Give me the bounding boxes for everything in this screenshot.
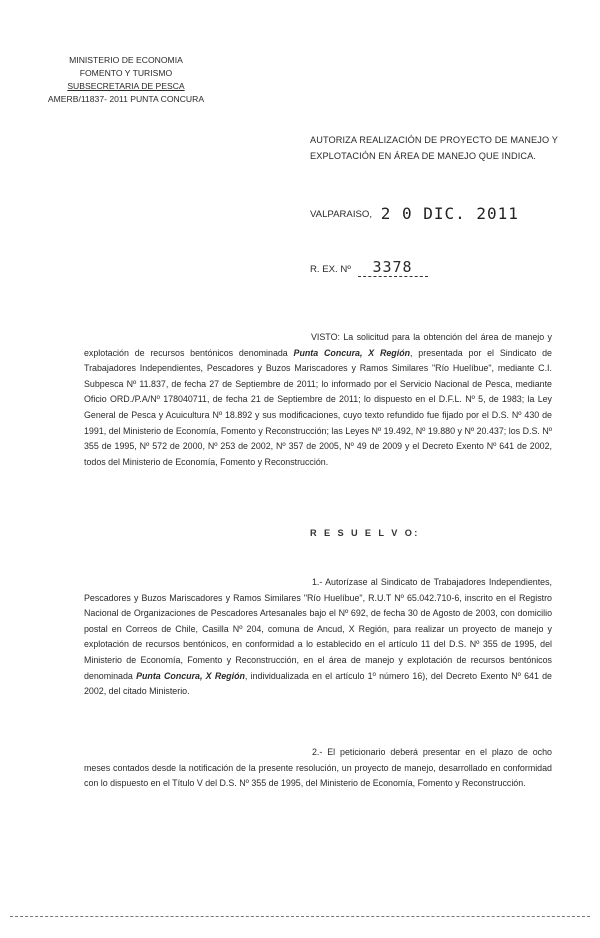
rex-number: 3378 <box>358 258 428 277</box>
item1-text-2: , individualizada en el artículo 1º número 16), del Decreto Exento Nº 641 de 2002, del citado Ministerio. <box>84 670 552 697</box>
resuelvo-heading: R E S U E L V O: <box>310 528 420 538</box>
date-line <box>310 204 519 223</box>
ministry-line-2: FOMENTO Y TURISMO <box>79 68 173 78</box>
ministry-line: MINISTERIO DE ECONOMIA <box>69 55 183 65</box>
resolution-item-2: 2.- El peticionario deberá presentar en el plazo de ocho meses contados desde la notificación de la presente resolución, un proyecto de manejo, desarrollado en conformidad con lo dispuesto en el Título V del D.S. Nº 355 de 1995, del Ministerio de Economía, Fomento y Reconstrucción. <box>84 747 552 789</box>
visto-area-name: Punta Concura, X Región <box>293 347 411 358</box>
issuer-header <box>36 54 216 106</box>
undersecretary-line: SUBSECRETARIA DE PESCA <box>67 81 185 91</box>
visto-paragraph <box>84 330 552 470</box>
resolution-item-1 <box>84 575 552 700</box>
resolution-subject: AUTORIZA REALIZACIÓN DE PROYECTO DE MANEJO Y EXPLOTACIÓN EN ÁREA DE MANEJO QUE INDICA. <box>310 135 558 161</box>
date-stamp: 2 0 DIC. 2011 <box>380 204 519 223</box>
footer-dashed-line <box>10 916 590 918</box>
item1-text-1: 1.- Autorízase al Sindicato de Trabajadores Independientes, Pescadores y Buzos Mariscadores y Ramos Similares "Río Huelíbue", R.U.T Nº 65.042.710-6, inscrito en el Registro Nacional de Organizaciones de Pescadores Artesanales bajo el Nº 692, de fecha 30 de Agosto de 2003, con domicilio postal en Correos de Chile, Casilla Nº 204, comuna de Ancud, X Región, para realizar un proyecto de manejo y explotación de recursos bentónicos, en conformidad a lo establecido en el artículo 11 del D.S. Nº 355 de 1995, del Ministerio de Economía, Fomento y Reconstrucción, en el área de manejo y explotación de recursos bentónicos denominada <box>84 577 552 681</box>
file-reference: AMERB/11837- 2011 PUNTA CONCURA <box>47 94 205 104</box>
place-label: VALPARAISO, <box>310 209 373 220</box>
resolution-number-line <box>310 258 428 277</box>
rex-label: R. EX. Nº <box>310 264 351 275</box>
visto-text-2: , presentada por el Sindicato de Trabajadores Independientes, Pescadores y Buzos Mariscadores y Ramos Similares "Río Huelíbue", mediante C.I. Subpesca Nº 11.837, de fecha 27 de Septiembre de 2011; lo informado por el Servicio Nacional de Pesca, mediante Oficio ORD./P.A/Nº 178040711, de fecha 21 de Septiembre de 2011; lo dispuesto en el D.F.L. Nº 5, de 1983; la Ley General de Pesca y Acuicultura Nº 18.892 y sus modificaciones, cuyo texto refundido fue fijado por el D.S. Nº 430 de 1991, del Ministerio de Economía, Fomento y Reconstrucción; las Leyes Nº 19.492, Nº 19.880 y Nº 20.437; los D.S. Nº 355 de 1995, Nº 572 de 2000, Nº 253 de 2002, Nº 357 de 2005, Nº 49 de 2009 y el Decreto Exento Nº 641 de 2002, todos del Ministerio de Economía, Fomento y Reconstrucción. <box>84 347 552 467</box>
visto-text-1: VISTO: La solicitud para la obtención del área de manejo y explotación de recursos bentónicos denominada <box>84 332 552 358</box>
item1-area-name: Punta Concura, X Región <box>136 670 245 681</box>
